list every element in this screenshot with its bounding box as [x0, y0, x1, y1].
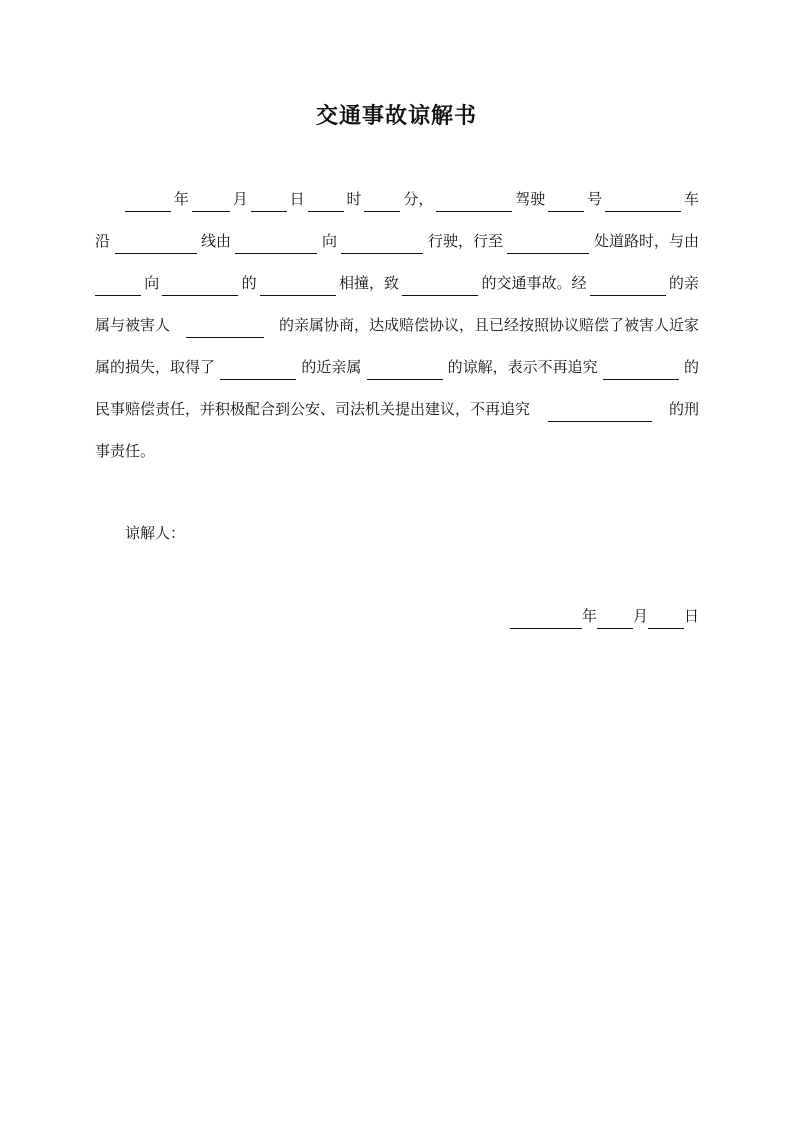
text-segment: 的近亲属 [301, 358, 362, 376]
date-year-label: 年 [581, 607, 597, 625]
blank-direction[interactable] [95, 276, 141, 296]
text-segment: 处道路时，与由 [593, 232, 699, 250]
text-segment: 向 [321, 232, 337, 250]
text-segment: 的 [241, 274, 257, 292]
paragraph-line-5 [95, 354, 699, 380]
blank-from[interactable] [235, 234, 317, 254]
paragraph-line-1 [95, 186, 699, 212]
text-segment: 号 [587, 190, 603, 208]
text-segment: 线由 [200, 232, 231, 250]
paragraph-line-4 [95, 312, 699, 338]
blank-day[interactable] [251, 192, 287, 212]
text-segment: 的谅解，表示不再追究 [447, 358, 598, 376]
blank-to[interactable] [341, 234, 423, 254]
text-segment: 行驶，行至 [427, 232, 503, 250]
text-segment: 事责任。 [95, 442, 156, 460]
text-segment: 民事赔偿责任，并积极配合到公安、司法机关提出建议，不再追究 [95, 400, 531, 418]
blank-date-month[interactable] [597, 609, 633, 629]
paragraph-line-6 [95, 396, 699, 422]
blank-date-year[interactable] [510, 609, 582, 629]
blank-driver[interactable] [436, 192, 512, 212]
blank-minute[interactable] [364, 192, 400, 212]
blank-offender[interactable] [603, 360, 679, 380]
text-segment: 驾驶 [515, 190, 546, 208]
paragraph-line-3 [95, 270, 699, 296]
text-segment: 向 [144, 274, 160, 292]
blank-date-day[interactable] [648, 609, 684, 629]
paragraph-line-7 [95, 438, 699, 464]
text-segment: 分， [403, 190, 434, 208]
text-segment: 年 [173, 190, 189, 208]
blank-other-vehicle[interactable] [260, 276, 336, 296]
blank-party[interactable] [162, 276, 238, 296]
paragraph-line-2 [95, 228, 699, 254]
text-segment: 属与被害人 [95, 316, 171, 334]
blank-victim-name-2[interactable] [220, 360, 296, 380]
blank-location[interactable] [507, 234, 589, 254]
text-segment: 相撞，致 [339, 274, 400, 292]
blank-month[interactable] [192, 192, 230, 212]
blank-victim-name[interactable] [186, 318, 264, 338]
blank-relatives[interactable] [367, 360, 443, 380]
blank-road[interactable] [115, 234, 197, 254]
text-segment: 日 [289, 190, 305, 208]
text-segment: 的交通事故。经 [481, 274, 587, 292]
text-segment: 的亲 [668, 274, 699, 292]
blank-plate-prefix[interactable] [548, 192, 584, 212]
blank-vehicle[interactable] [605, 192, 681, 212]
blank-victim[interactable] [402, 276, 478, 296]
text-segment: 时 [346, 190, 362, 208]
date-line [95, 603, 699, 629]
blank-year[interactable] [125, 192, 171, 212]
blank-hour[interactable] [308, 192, 344, 212]
text-segment: 月 [232, 190, 248, 208]
blank-offender-2[interactable] [548, 402, 652, 422]
text-segment: 的 [683, 358, 699, 376]
blank-responsible[interactable] [590, 276, 666, 296]
text-segment: 的刑 [668, 400, 699, 418]
document-title: 交通事故谅解书 [315, 103, 477, 129]
date-month-label: 月 [632, 607, 648, 625]
text-segment: 属的损失，取得了 [95, 358, 216, 376]
signature-label: 谅解人： [125, 524, 186, 542]
text-segment: 沿 [95, 232, 111, 250]
text-segment: 车 [683, 190, 699, 208]
date-day-label: 日 [683, 607, 699, 625]
text-segment: 的亲属协商，达成赔偿协议，且已经按照协议赔偿了被害人近家 [278, 316, 699, 334]
signature-line [95, 520, 699, 546]
